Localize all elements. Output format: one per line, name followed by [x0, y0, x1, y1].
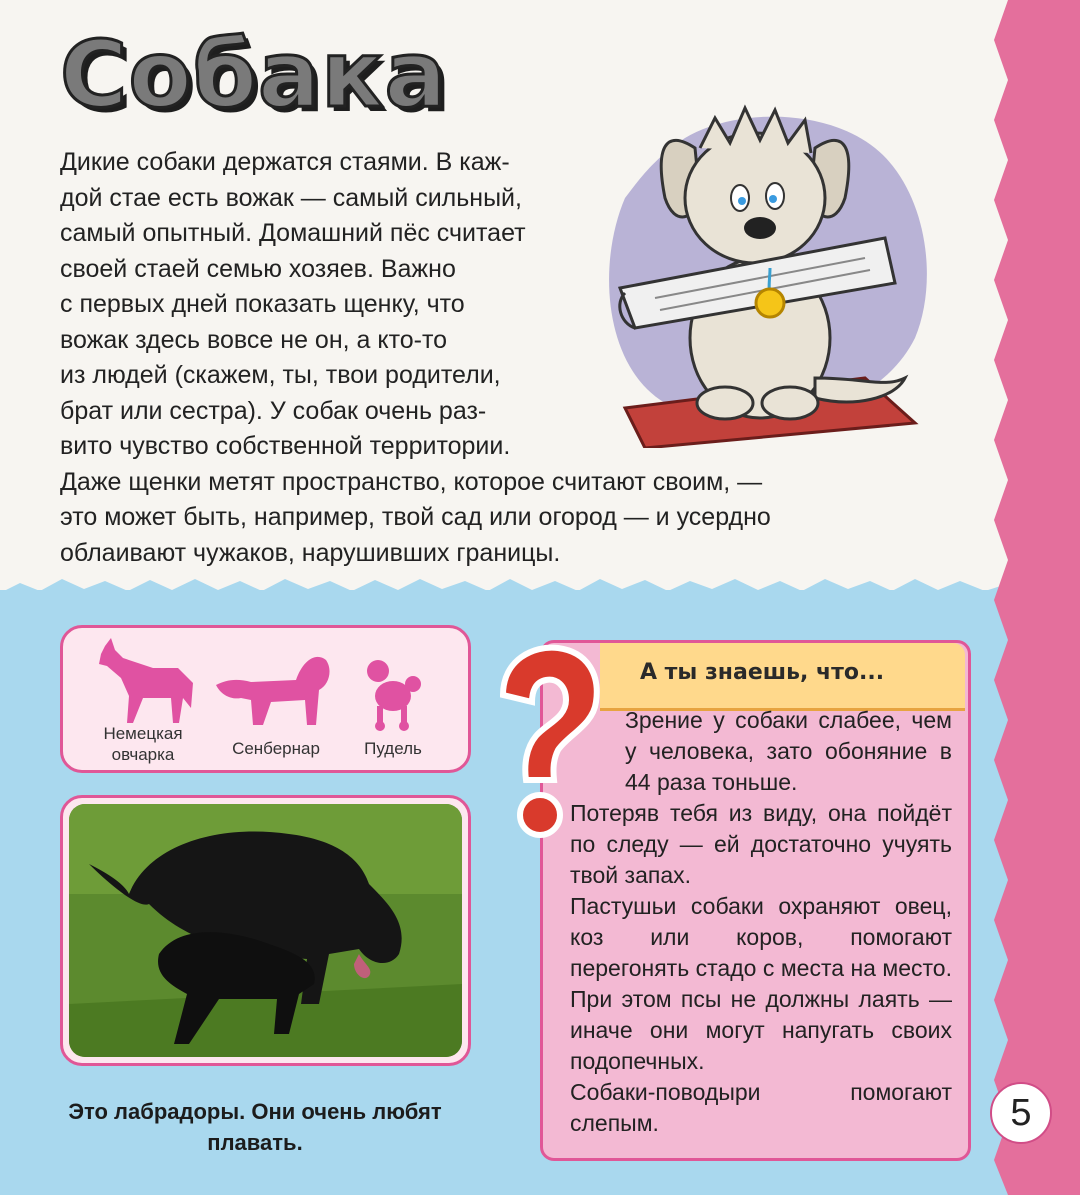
- saint-bernard-silhouette: [211, 640, 336, 730]
- labradors-photo: [69, 804, 462, 1057]
- german-shepherd-silhouette: [93, 638, 203, 728]
- main-text-line: из людей (скажем, ты, твои родители,: [60, 361, 501, 389]
- right-pink-strip: [1008, 0, 1080, 1195]
- main-text: [60, 145, 920, 571]
- main-text-line: своей стаей семью хозяев. Важно: [60, 254, 456, 283]
- page-title-text: Собака: [60, 21, 448, 128]
- wave-divider: [0, 565, 1010, 605]
- fact-heading: А ты знаешь, что...: [640, 660, 885, 685]
- main-text-line: это может быть, например, твой сад или огород — и усердно: [60, 503, 771, 531]
- fact-text: [570, 705, 952, 1139]
- main-text-line: вожак здесь вовсе не он, а кто-то: [60, 325, 448, 354]
- main-text-line: вито чувство собственной территории.: [60, 432, 511, 460]
- fact-paragraph: Пастушьи собаки охраняют овец, коз или коров, помогают перегонять стадо с места на место. При этом псы не должны лаять — иначе они могут напугать своих подопечных.: [570, 893, 952, 1074]
- breed-label-saint-bernard: Сенбернар: [232, 739, 320, 758]
- page-title: [60, 20, 480, 130]
- main-text-line: Дикие собаки держатся стаями. В каж-: [60, 148, 510, 176]
- poodle-silhouette: [363, 656, 428, 731]
- page-number: 5: [990, 1082, 1052, 1144]
- main-text-line: дой стае есть вожак — самый сильный,: [60, 183, 522, 212]
- fact-paragraph: Потеряв тебя из виду, она пойдёт по следу — ей достаточно учуять твой запах.: [570, 800, 952, 888]
- main-text-line: брат или сестра). У собак очень раз-: [60, 396, 487, 425]
- fact-paragraph: Собаки-поводыри помогают слепым.: [570, 1079, 952, 1136]
- main-text-line: самый опытный. Домашний пёс считает: [60, 219, 526, 247]
- labradors-photo-frame: [60, 795, 471, 1066]
- breed-label-poodle: Пудель: [364, 739, 422, 758]
- fact-paragraph: Зрение у собаки слабее, чем у человека, зато обоняние в 44 раза тоньше.: [625, 707, 952, 795]
- photo-caption: Это лабрадоры. Они очень любят плавать.: [68, 1099, 442, 1155]
- main-text-line: с первых дней показать щенку, что: [60, 290, 465, 318]
- main-text-line: Даже щенки метят пространство, которое считают своим, —: [60, 467, 763, 496]
- main-text-line: облаивают чужаков, нарушивших границы.: [60, 538, 561, 567]
- dog-breeds-box: [60, 625, 471, 773]
- breed-label-shepherd: Немецкая овчарка: [103, 724, 183, 764]
